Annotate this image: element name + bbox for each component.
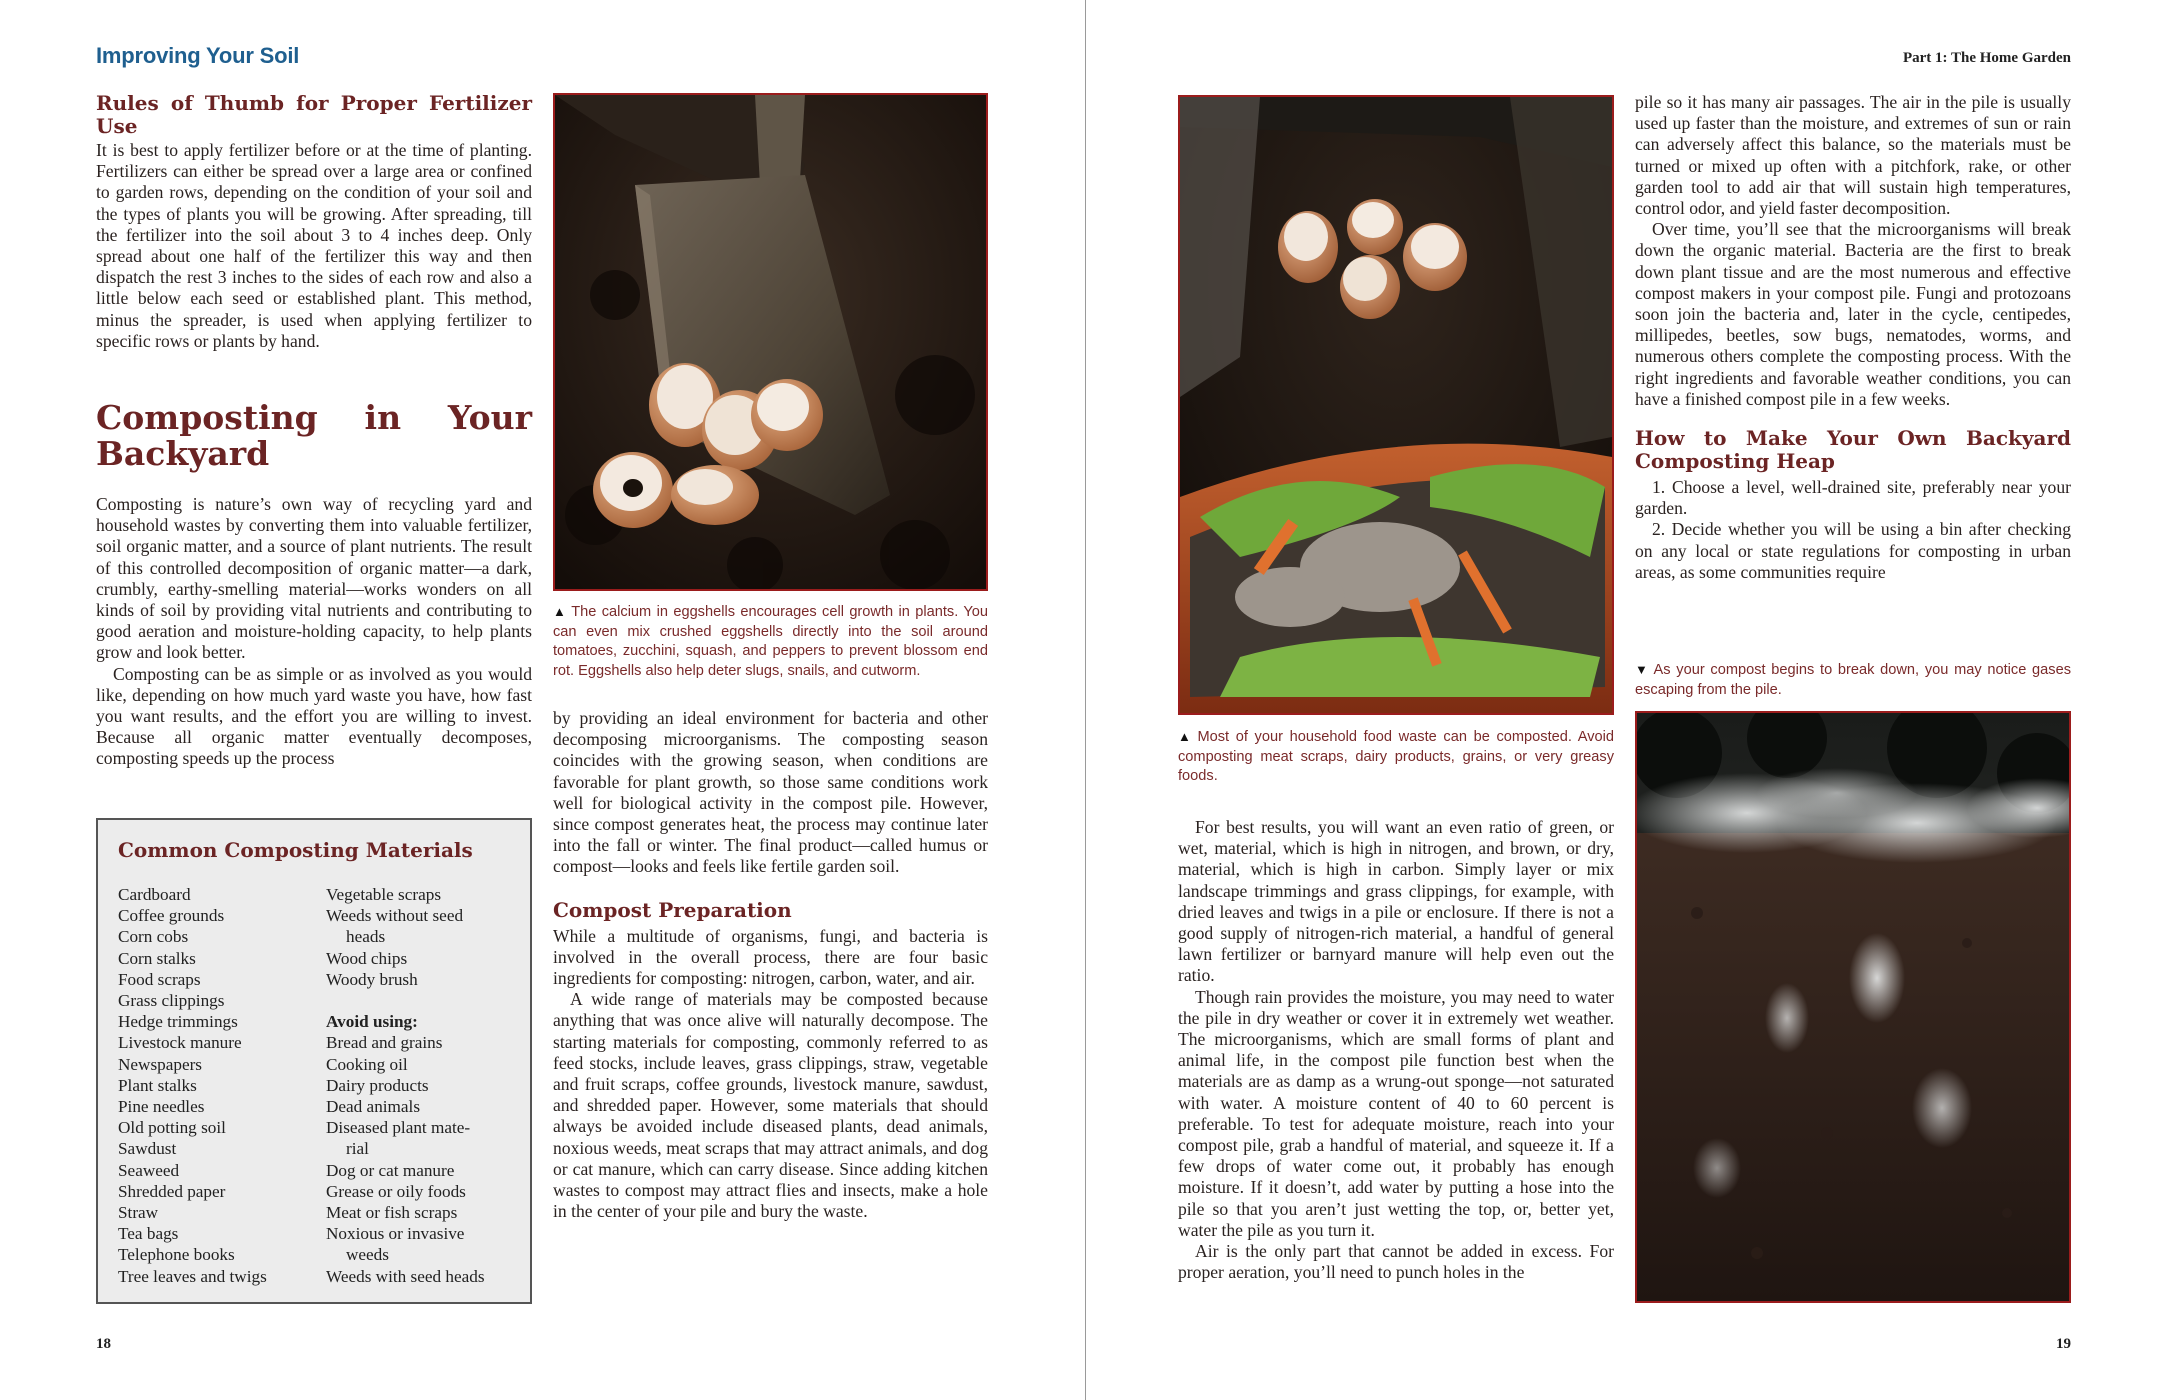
material-item: Weeds with seed heads <box>326 1266 485 1286</box>
prep-paragraph-1: While a multitude of organisms, fungi, and bacteria is involved in the overall process, there are four basic ingredients for composting: nitrogen, carbon, water, and air. <box>553 925 988 989</box>
material-item: Noxious or invasive <box>326 1224 465 1244</box>
material-item: Straw <box>118 1203 159 1223</box>
material-item: Meat or fish scraps <box>326 1203 458 1223</box>
ratio-paragraph-3: Air is the only part that cannot be added in excess. For proper aeration, you’ll need to punch holes in the <box>1178 1241 1614 1283</box>
material-item: heads <box>346 927 386 947</box>
col4-paragraph-2: Over time, you’ll see that the microorganisms will break down the organic material. Bacteria are the first to break down plant tissue and are the most numerous and effective compost makers in your compost pile. Fungi and protozoans soon join the bacteria and, later in the cycle, centipedes, millipedes, beetles, sow bugs, nematodes, worms, and numerous others complete the composting process. With the right ingredients and favorable weather conditions, you can have a finished compost pile in a few weeks. <box>1635 219 2071 409</box>
sidebar-title: Common Composting Materials <box>118 838 473 862</box>
steam-caption <box>1635 660 2071 700</box>
material-item: Weeds without seed <box>326 906 464 926</box>
triangle-up-icon: ▲ <box>553 604 568 619</box>
material-item: Bread and grains <box>326 1033 443 1053</box>
col2-paragraph-1: by providing an ideal environment for bacteria and other decomposing microorganisms. The composting season coincides with the growing season, when conditions are favorable for plant growth, so those same conditions work well for biological activity in the compost pile. However, since compost generates heat, the process may continue later into the fall or winter. The final product—called humus or compost—looks and feels like fertile garden soil. <box>553 708 988 877</box>
triangle-up-icon: ▲ <box>1178 729 1194 744</box>
food-waste-photo-art <box>1180 97 1612 713</box>
material-item: Tea bags <box>118 1224 179 1244</box>
material-item: Cooking oil <box>326 1054 408 1074</box>
material-item: Dairy products <box>326 1075 429 1095</box>
page-number-right: 19 <box>2056 1336 2071 1352</box>
page-number-left: 18 <box>96 1336 111 1352</box>
material-item: Livestock manure <box>118 1033 242 1053</box>
materials-list-b <box>326 884 485 1287</box>
steam-caption-text: As your compost begins to break down, you may notice gases escaping from the pile. <box>1635 662 2071 698</box>
col4-paragraph-1: pile so it has many air passages. The air in the pile is usually used up faster than the moisture, and extremes of sun or rain can adversely affect this balance, so the materials must be turned or mixed up often with a pitchfork, rake, or other garden tool to add air that will sustain high temperatures, control odor, and yield faster decomposition. <box>1635 92 2071 219</box>
left-column-2 <box>553 708 988 1222</box>
material-item: Wood chips <box>326 948 408 968</box>
material-item: weeds <box>346 1245 389 1265</box>
material-item: Pine needles <box>118 1097 205 1117</box>
right-page <box>1086 0 2163 1400</box>
ratio-paragraph-2: Though rain provides the moisture, you may need to water the pile in dry weather or cover it in extremely wet weather. The microorganisms, which are small forms of plant and animal life, in the compost pile function best when the materials are as damp as a wrung-out sponge—not saturated with water. A moisture content of 40 to 60 percent is preferable. To test for adequate moisture, reach into your compost pile, grab a handful of material, and squeeze it. If a few drops of water come out, it probably has enough moisture. If it doesn’t, add water by putting a hose into the pile so that you aren’t just wetting the top, or, better yet, water the pile as you turn it. <box>1178 986 1614 1240</box>
rules-heading: Rules of Thumb for Proper Fertilizer Use <box>96 91 532 138</box>
triangle-down-icon: ▼ <box>1635 662 1650 677</box>
material-item: Corn cobs <box>118 927 189 947</box>
material-item: Old potting soil <box>118 1118 226 1138</box>
material-item: Hedge trimmings <box>118 1012 238 1032</box>
composting-paragraph-2: Composting can be as simple or as involved as you would like, depending on how much yard waste you have, how fast you want results, and the effort you are willing to invest. Because all organic matter eventually decomposes, composting speeds up the process <box>96 663 532 769</box>
eggshell-photo <box>553 93 988 591</box>
prep-paragraph-2: A wide range of materials may be composted because anything that was once alive will naturally decompose. The starting materials for composting, commonly referred to as feed stocks, include leaves, grass clippings, straw, vegetable and fruit scraps, coffee grounds, livestock manure, sawdust, and shredded paper. However, some materials that should always be avoided include diseased plants, dead animals, noxious weeds, meat scraps that may attract animals, and dog or cat manure, which can carry disease. Since adding kitchen wastes to compost may attract flies and insects, make a hole in the center of your pile and bury the waste. <box>553 989 988 1222</box>
composting-paragraph-1: Composting is nature’s own way of recycling yard and household wastes by converting them into valuable fertilizer, soil organic matter, and a source of plant nutrients. The result of this controlled decomposition of organic matter—a dark, crumbly, earthy-smelling material—works wonders on all kinds of soil by providing vital nutrients and contributing to good aeration and moisture-holding capacity, to help plants grow and look better. <box>96 494 532 663</box>
eggshell-photo-art <box>555 95 986 589</box>
material-item: Plant stalks <box>118 1075 197 1095</box>
material-item: Sawdust <box>118 1139 177 1159</box>
material-item: Coffee grounds <box>118 906 225 926</box>
running-head: Improving Your Soil <box>96 43 300 68</box>
material-item: Diseased plant mate- <box>326 1118 471 1138</box>
material-item: Woody brush <box>326 969 418 989</box>
food-waste-photo <box>1178 95 1614 715</box>
heap-heading: How to Make Your Own Backyard Composting Heap <box>1635 426 2071 474</box>
running-head-right: Part 1: The Home Garden <box>1902 50 2071 66</box>
eggshell-caption <box>553 602 988 681</box>
left-column-1 <box>96 92 532 352</box>
material-item: Cardboard <box>118 885 191 904</box>
right-column-2 <box>1635 92 2071 583</box>
right-column-1 <box>1178 817 1614 1283</box>
ratio-paragraph-1: For best results, you will want an even ratio of green, or wet, material, which is high in nitrogen, and brown, or dry, material, which is high in carbon. Simply layer or mix landscape trimmings and grass clippings, for example, with dried leaves and twigs in a pile or enclosure. If there is not a good supply of nitrogen-rich material, a handful of general lawn fertilizer or barnyard manure will help even out the ratio. <box>1178 817 1614 986</box>
heap-step-1: 1. Choose a level, well-drained site, preferably near your garden. <box>1635 477 2071 519</box>
eggshell-caption-text: The calcium in eggshells encourages cell growth in plants. You can even mix crushed eggshells directly into the soil around tomatoes, zucchini, squash, and peppers to prevent blossom end rot. Eggshells also help deter slugs, snails, and cutworm. <box>553 604 988 679</box>
materials-list-a <box>118 884 267 1287</box>
material-item: Newspapers <box>118 1054 202 1074</box>
composting-heading: Composting in Your Backyard <box>96 398 532 473</box>
material-item: Vegetable scraps <box>326 885 442 904</box>
material-item: Food scraps <box>118 969 201 989</box>
material-item: Seaweed <box>118 1160 180 1180</box>
material-item: Corn stalks <box>118 948 196 968</box>
material-item: Telephone books <box>118 1245 235 1265</box>
composting-materials-box <box>96 818 532 1304</box>
material-item: Grass clippings <box>118 991 225 1011</box>
avoid-label: Avoid using: <box>326 1012 418 1032</box>
material-item: Grease or oily foods <box>326 1181 466 1201</box>
material-item: Tree leaves and twigs <box>118 1266 267 1286</box>
list-spacer <box>326 990 485 1011</box>
rules-paragraph: It is best to apply fertilizer before or at the time of planting. Fertilizers can either be spread over a large area or confined to garden rows, depending on the condition of your soil and the types of plants you will be growing. After spreading, till the fertilizer into the soil about 3 to 4 inches deep. Only spread about one half of the fertilizer this way and then dispatch the rest 3 inches to the sides of each row and also a little below each seed or established plant. This method, minus the spreader, is used when applying fertilizer to specific rows or plants by hand. <box>96 140 532 351</box>
prep-heading: Compost Preparation <box>553 897 792 922</box>
material-item: Dead animals <box>326 1097 421 1117</box>
steaming-compost-photo-art <box>1637 713 2069 1301</box>
material-item: rial <box>346 1139 369 1159</box>
food-waste-caption-text: Most of your household food waste can be composted. Avoid composting meat scraps, dairy products, grains, or very greasy foods. <box>1178 729 1614 784</box>
material-item: Shredded paper <box>118 1181 226 1201</box>
food-waste-caption <box>1178 727 1614 787</box>
left-column-1-composting <box>96 400 532 770</box>
material-item: Dog or cat manure <box>326 1160 455 1180</box>
heap-step-2: 2. Decide whether you will be using a bin after checking on any local or state regulations for composting in urban areas, as some communities require <box>1635 519 2071 582</box>
steaming-compost-photo <box>1635 711 2071 1303</box>
